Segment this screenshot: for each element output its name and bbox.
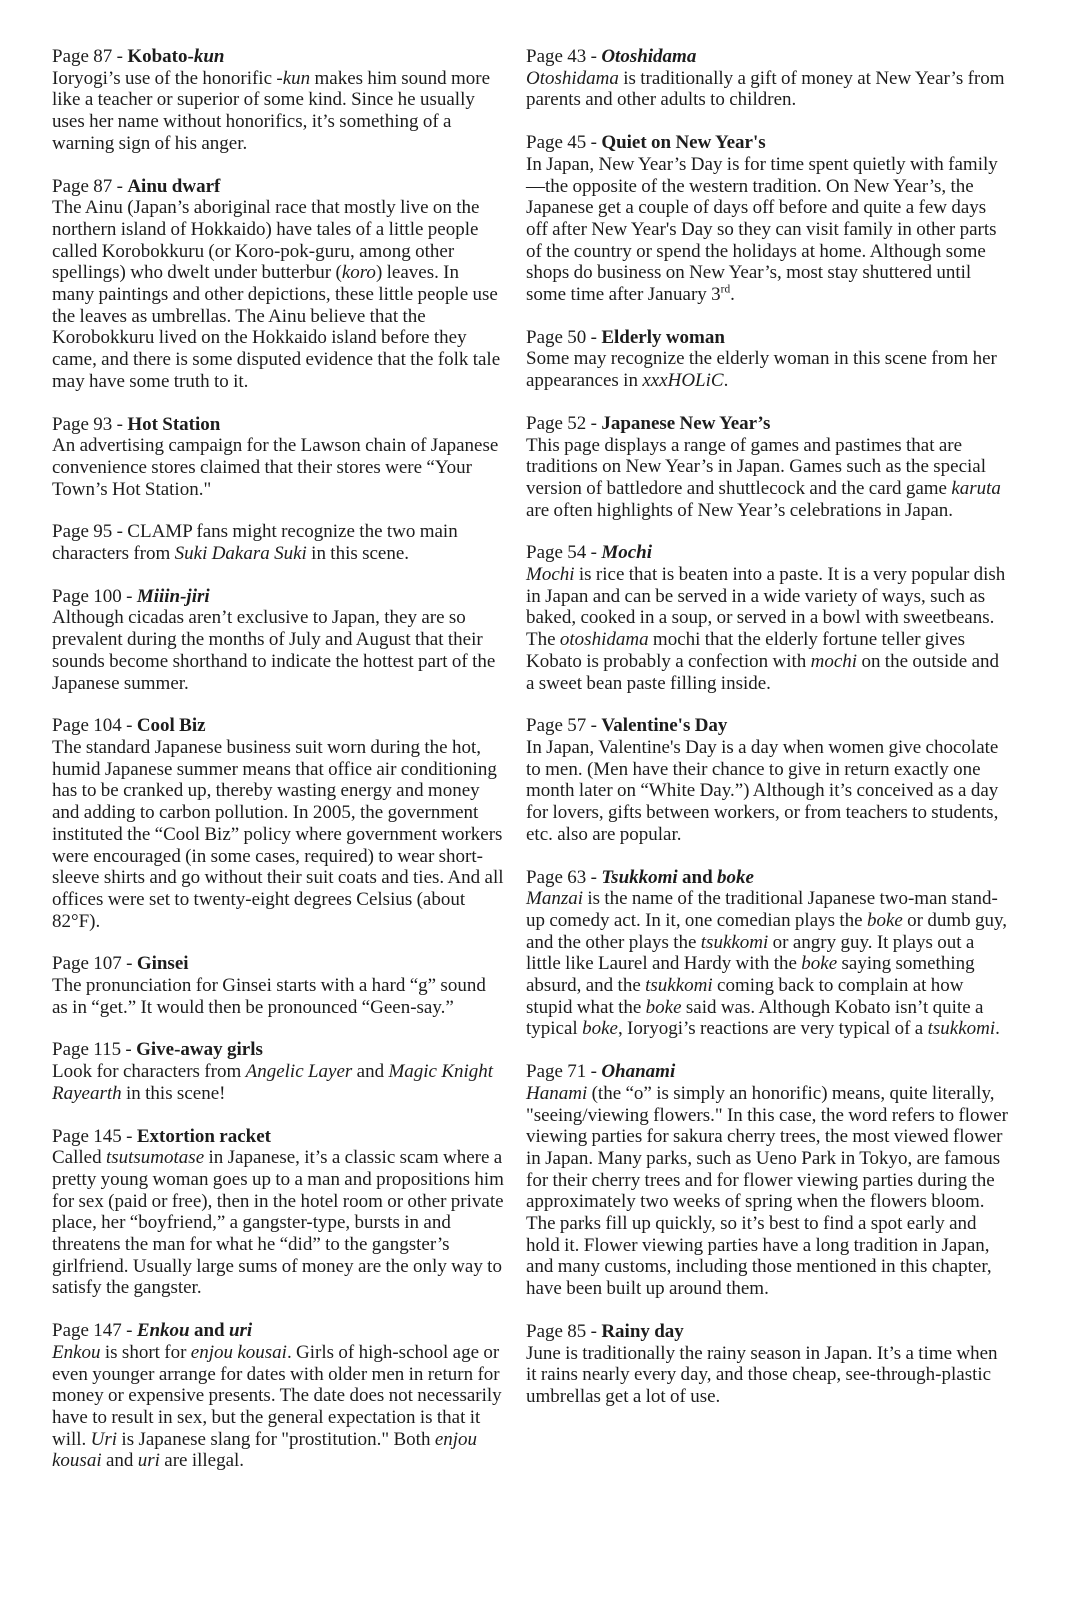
text-run: Page 104 - <box>52 715 137 737</box>
text-run: Quiet on New Year's <box>601 132 766 154</box>
text-run: makes him sound more like a teacher or superior of some kind. Since he usually uses her name without honorifics, it’s something of a warning sign of his anger. <box>52 67 491 154</box>
text-run: Hot Station <box>127 413 221 435</box>
text-run: karuta <box>951 477 1001 499</box>
text-run: Enkou <box>136 1320 190 1342</box>
section-body <box>526 348 1008 391</box>
text-run: is Japanese slang for "prostitution." Both <box>117 1428 435 1450</box>
note-section <box>526 46 1008 111</box>
section-body <box>526 737 1008 846</box>
section-heading <box>52 414 504 436</box>
text-run: boke <box>645 996 682 1018</box>
text-run: boke <box>801 953 838 975</box>
text-run: uri <box>137 1450 160 1472</box>
section-heading <box>526 46 1008 68</box>
section-body <box>52 435 504 500</box>
text-run: . <box>723 370 729 392</box>
text-run: coming back to complain at how stupid what the <box>526 975 964 1018</box>
section-body <box>52 68 504 155</box>
section-body <box>52 197 504 392</box>
text-run: boke <box>866 909 903 931</box>
section-heading <box>52 1320 504 1342</box>
text-run: In Japan, New Year’s Day is for time spent quietly with family—the opposite of the western tradition. On New Year’s, the Japanese get a couple of days off before and quite a few days off after New Year's Day so they can visit family in other parts of the country or spend the holidays at home. Although some shops do business on New Year’s, most stay shuttered until some time after January 3 <box>526 153 998 306</box>
section-heading <box>52 715 504 737</box>
text-run: Page 71 - <box>526 1061 602 1083</box>
text-run: are often highlights of New Year’s celebrations in Japan. <box>526 499 954 521</box>
text-run: This page displays a range of games and pastimes that are traditions on New Year’s in Japan. Games such as the special version of battledore and shuttlecock and the card game <box>526 434 986 499</box>
note-section <box>52 586 504 695</box>
section-body <box>52 521 504 564</box>
text-run: and <box>189 1320 229 1342</box>
text-run: Page 43 - <box>526 46 602 67</box>
section-heading <box>526 715 1008 737</box>
text-run: in this scene. <box>306 543 410 565</box>
text-run: Page 93 - <box>52 413 128 435</box>
section-heading <box>52 176 504 198</box>
text-run: Page 95 - CLAMP fans might recognize the two main characters from <box>52 521 458 565</box>
text-run: koro <box>341 262 376 284</box>
text-run: and <box>101 1450 138 1472</box>
text-run: Page 63 - <box>526 866 602 888</box>
text-run: mochi <box>810 650 858 672</box>
text-run: Page 54 - <box>526 542 602 564</box>
text-run: The Ainu (Japan’s aboriginal race that mostly live on the northern island of Hokkaido) have tales of a little people called Korobokkuru (or Koro-pok-guru, among other spellings) who dwelt under butterbur ( <box>52 197 480 284</box>
section-body <box>526 564 1008 694</box>
text-run: Ioryogi’s use of the honorific - <box>52 67 283 89</box>
text-run: rd <box>720 283 731 296</box>
text-run: enjou kousai <box>190 1341 287 1363</box>
text-run: Otoshidama <box>526 67 619 89</box>
section-heading <box>52 586 504 608</box>
text-run: Otoshidama <box>601 46 697 67</box>
text-run: boke <box>582 1018 618 1040</box>
note-section <box>52 1039 504 1104</box>
text-run: Page 50 - <box>526 326 602 348</box>
section-body <box>526 888 1008 1040</box>
text-run: Mochi <box>526 564 575 586</box>
text-run: tsutsumotase <box>105 1147 205 1169</box>
text-run: and <box>677 866 718 888</box>
section-body <box>52 1147 504 1299</box>
section-body <box>52 737 504 932</box>
text-run: uri <box>228 1320 253 1342</box>
text-run: Page 85 - <box>526 1320 602 1342</box>
text-run: Ohanami <box>601 1061 676 1083</box>
text-run: xxxHOLiC <box>642 370 724 392</box>
note-section <box>52 46 504 155</box>
section-heading <box>526 327 1008 349</box>
note-section <box>526 132 1008 306</box>
text-run: in Japanese, it’s a classic scam where a pretty young woman goes up to a man and propositions him for sex (paid or free), then in the hotel room or other private place, her “boyfriend,” a gangster-type, bursts in and threatens the man for what he “did” to the gangster’s girlfriend. Usually large sums of money are the only way to satisfy the gangster. <box>52 1147 504 1299</box>
text-run: tsukkomi <box>927 1018 996 1040</box>
text-run: June is traditionally the rainy season in Japan. It’s a time when it rains nearly every day, and those cheap, see-through-plastic umbrellas get a lot of use. <box>526 1342 998 1407</box>
section-body <box>526 1343 1008 1408</box>
section-heading <box>526 867 1008 889</box>
note-section <box>526 327 1008 392</box>
text-run: The pronunciation for Ginsei starts with a hard “g” sound as in “get.” It would then be pronounced “Geen-say.” <box>52 975 486 1018</box>
text-run: Page 87 - <box>52 175 128 197</box>
text-run: Manzai <box>526 888 583 910</box>
note-section <box>52 414 504 501</box>
text-run: on the outside and a sweet bean paste filling inside. <box>526 650 1000 694</box>
text-run: Extortion racket <box>136 1125 271 1147</box>
text-run: Enkou <box>52 1341 101 1363</box>
note-section <box>526 1321 1008 1408</box>
text-run: Page 107 - <box>52 953 137 975</box>
text-run: Some may recognize the elderly woman in this scene from her appearances in <box>526 348 997 392</box>
text-run: Elderly woman <box>601 326 725 348</box>
section-heading <box>52 1039 504 1061</box>
text-run: Hanami <box>526 1082 588 1104</box>
note-section <box>526 715 1008 845</box>
note-section <box>526 413 1008 522</box>
text-run: In Japan, Valentine's Day is a day when women give chocolate to men. (Men have their chance to give in return exactly one month later on “White Day.”) Although it’s conceived as a day for lovers, gifts between workers, or from teachers to students, etc. also are popular. <box>526 736 999 845</box>
section-heading <box>526 1061 1008 1083</box>
text-run: Although cicadas aren’t exclusive to Japan, they are so prevalent during the months of July and August that their sounds become shorthand to indicate the hottest part of the Japanese summer. <box>52 607 496 694</box>
text-run: Rainy day <box>601 1320 684 1342</box>
text-run: Ainu dwarf <box>127 175 221 197</box>
text-run: Page 52 - <box>526 412 602 434</box>
text-run: (the “o” is simply an honorific) means, quite literally, "seeing/viewing flowers." In this case, the word refers to flower viewing parties for sakura cherry trees, the most viewed flower in Japan. Many parks, such as Ueno Park in Tokyo, are famous for their cherry trees and for flower viewing parties during the approximately two weeks of spring when the flowers bloom. The parks fill up quickly, so it’s best to find a spot early and hold it. Flower viewing parties have a long tradition in Japan, and many customs, including those mentioned in this chapter, have been built up around them. <box>526 1082 1009 1300</box>
text-run: Page 45 - <box>526 132 602 154</box>
text-run: Called <box>52 1147 106 1169</box>
text-run: Cool Biz <box>136 715 206 737</box>
section-body <box>526 68 1008 111</box>
text-run: Mochi <box>601 542 652 564</box>
note-section <box>52 521 504 564</box>
note-section <box>526 542 1008 694</box>
section-body <box>52 975 504 1018</box>
text-run: Japanese New Year’s <box>601 412 771 434</box>
text-run: Kobato- <box>127 46 194 67</box>
note-section <box>526 867 1008 1041</box>
text-run: enjou kousai <box>52 1428 478 1472</box>
text-run: The standard Japanese business suit worn during the hot, humid Japanese summer means that office air conditioning has to be cranked up, thereby wasting energy and money and adding to carbon pollution. In 2005, the government instituted the “Cool Biz” policy where government workers were encouraged (in some cases, required) to wear short-sleeve shirts and go without their suit coats and ties. And all offices were set to twenty-eight degrees Celsius (about 82°F). <box>52 736 504 932</box>
text-run: An advertising campaign for the Lawson chain of Japanese convenience stores claimed that their stores were “Your Town’s Hot Station." <box>52 435 499 500</box>
section-body <box>526 435 1008 522</box>
note-section <box>526 1061 1008 1300</box>
text-run: or dumb guy, and the other plays the <box>526 909 1007 953</box>
note-section <box>52 715 504 932</box>
text-run: Angelic Layer <box>245 1061 353 1083</box>
note-section <box>52 176 504 393</box>
text-run: is rice that is beaten into a paste. It is a very popular dish in Japan and can be served in a wide variety of ways, such as baked, cooked in a soup, or served in a bowl with sweetbeans. The <box>526 564 1006 651</box>
text-run: Magic Knight Rayearth <box>52 1061 494 1104</box>
text-run: tsukkomi <box>700 931 769 953</box>
text-run: saying something absurd, and the <box>526 953 975 997</box>
text-run: Page 147 - <box>52 1320 137 1342</box>
section-heading <box>526 413 1008 435</box>
text-run: . <box>995 1018 1000 1040</box>
text-run: in this scene! <box>121 1082 226 1104</box>
text-run: are illegal. <box>159 1450 245 1472</box>
section-heading <box>52 1126 504 1148</box>
section-body <box>52 1061 504 1104</box>
text-run: mochi that the elderly fortune teller gives Kobato is probably a confection with <box>526 629 965 672</box>
text-run: said was. Although Kobato isn’t quite a typical <box>526 996 984 1040</box>
section-heading <box>526 132 1008 154</box>
text-run: boke <box>717 866 754 888</box>
note-section <box>52 1320 504 1472</box>
text-run: Valentine's Day <box>601 715 728 737</box>
section-body <box>52 1342 504 1472</box>
text-run: kun <box>282 67 311 89</box>
column-left <box>52 46 504 1493</box>
text-run: Page 57 - <box>526 715 602 737</box>
text-run: Tsukkomi <box>601 866 678 888</box>
section-heading <box>52 953 504 975</box>
text-run: is short for <box>100 1341 191 1363</box>
text-run: kun <box>193 46 225 67</box>
section-heading <box>52 46 504 68</box>
text-run: Page 115 - <box>52 1039 137 1061</box>
text-run: and <box>352 1061 389 1083</box>
text-run: Page 145 - <box>52 1125 137 1147</box>
section-body <box>526 154 1008 306</box>
text-run: is the name of the traditional Japanese two-man stand-up comedy act. In it, one comedian plays the <box>526 888 998 931</box>
text-run: is traditionally a gift of money at New Year’s from parents and other adults to children. <box>526 67 1005 111</box>
text-run: Ginsei <box>136 953 189 975</box>
note-section <box>52 1126 504 1300</box>
text-run: or angry guy. It plays out a little like Laurel and Hardy with the <box>526 931 975 975</box>
section-heading <box>526 542 1008 564</box>
note-section <box>52 953 504 1018</box>
section-body <box>526 1083 1008 1300</box>
text-run: Page 87 - <box>52 46 128 67</box>
text-run: . <box>730 284 735 306</box>
text-run: Look for characters from <box>52 1061 246 1083</box>
text-run: ) leaves. In many paintings and other depictions, these little people use the leaves as umbrellas. The Ainu believe that the Korobokkuru lived on the Hokkaido island before they came, and there is some disputed evidence that the folk tale may have some truth to it. <box>52 262 501 392</box>
text-run: tsukkomi <box>645 975 713 997</box>
text-run: Miiin-jiri <box>136 585 210 607</box>
text-run: Uri <box>90 1428 118 1450</box>
text-run: Suki Dakara Suki <box>174 543 307 565</box>
text-run: , Ioryogi’s reactions are very typical of a <box>617 1018 928 1040</box>
text-run: Page 100 - <box>52 585 137 607</box>
text-run: Give-away girls <box>136 1039 263 1061</box>
section-heading <box>526 1321 1008 1343</box>
section-body <box>52 607 504 694</box>
column-right <box>526 46 1008 1493</box>
text-run: otoshidama <box>559 629 649 651</box>
text-run: . Girls of high-school age or even younger arrange for dates with older men in return for money or expensive presents. The date does not necessarily have to result in sex, but the general expectation is that it will. <box>52 1341 502 1450</box>
